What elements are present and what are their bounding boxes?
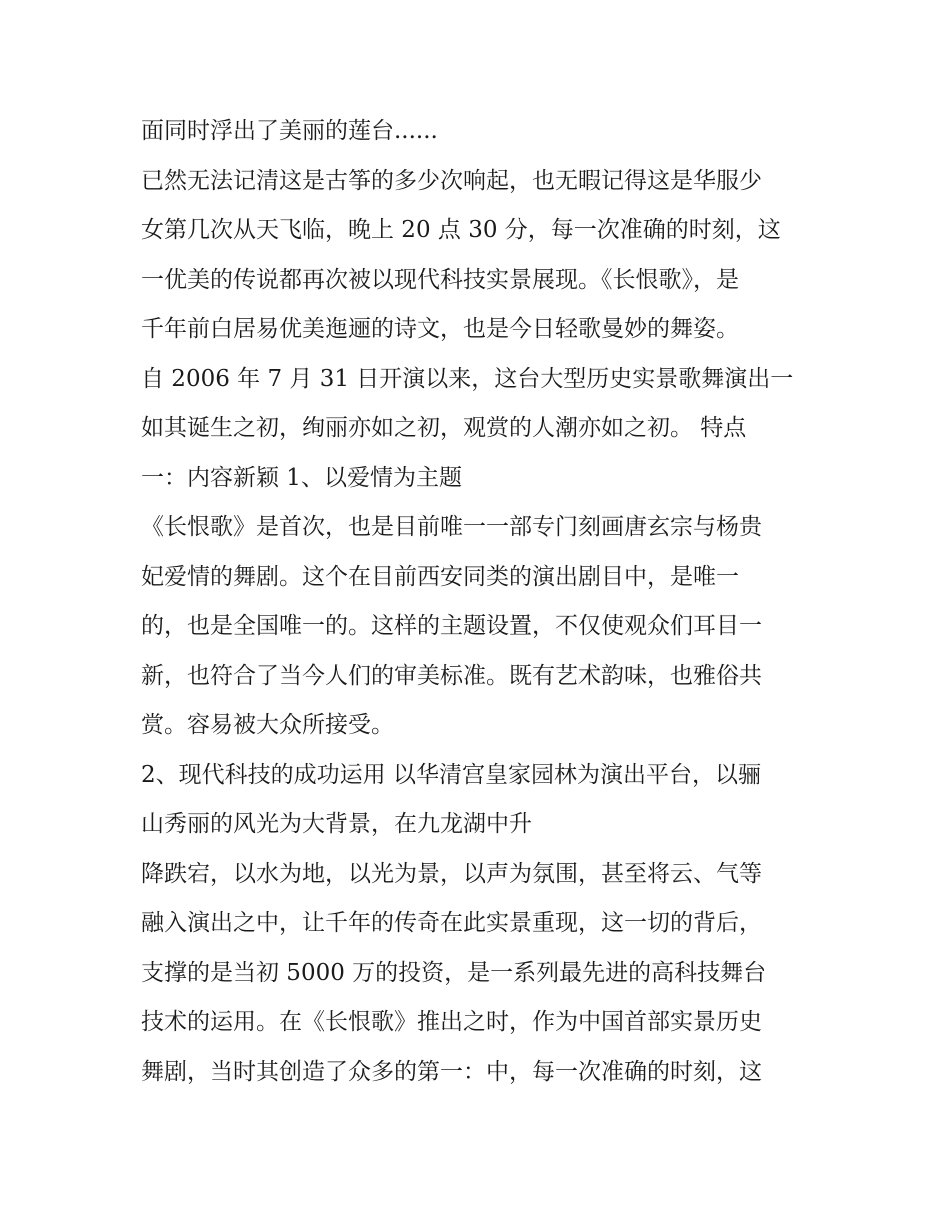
text-line: 妃爱情的舞剧。这个在目前西安同类的演出剧目中，是唯一 (141, 563, 739, 590)
text-line: 一：内容新颖 1、以爱情为主题 (141, 464, 462, 491)
body-text (141, 107, 821, 1097)
text-line: 面同时浮出了美丽的莲台...... (141, 118, 438, 144)
text-line: 新，也符合了当今人们的审美标准。既有艺术韵味，也雅俗共 (141, 662, 762, 689)
text-line: 2、现代科技的成功运用 以华清宫皇家园林为演出平台，以骊 (141, 761, 761, 788)
text-line: 《长恨歌》是首次，也是目前唯一一部专门刻画唐玄宗与杨贵 (141, 514, 762, 540)
text-line: 舞剧，当时其创造了众多的第一：中，每一次准确的时刻，这 (141, 1058, 762, 1085)
text-line: 已然无法记清这是古筝的多少次响起，也无暇记得这是华服少 (141, 167, 762, 194)
text-line: 融入演出之中，让千年的传奇在此实景重现，这一切的背后， (141, 910, 762, 936)
text-line: 山秀丽的风光为大背景，在九龙湖中升 (141, 811, 532, 837)
text-line: 自 2006 年 7 月 31 日开演以来，这台大型历史实景歌舞演出一 (141, 365, 794, 392)
text-line: 赏。容易被大众所接受。 (141, 712, 394, 738)
text-line: 支撑的是当初 5000 万的投资，是一系列最先进的高科技舞台 (141, 959, 767, 986)
text-line: 技术的运用。在《长恨歌》推出之时，作为中国首部实景历史 (141, 1009, 762, 1035)
text-line: 千年前白居易优美迤逦的诗文，也是今日轻歌曼妙的舞姿。 (141, 316, 739, 342)
text-line: 一优美的传说都再次被以现代科技实景展现。《长恨歌》，是 (141, 266, 739, 293)
text-line: 如其诞生之初，绚丽亦如之初，观赏的人潮亦如之初。 特点 (141, 415, 747, 441)
text-line: 女第几次从天飞临，晚上 20 点 30 分，每一次准确的时刻，这 (141, 217, 781, 243)
text-line: 的，也是全国唯一的。这样的主题设置，不仅使观众们耳目一 (141, 613, 762, 639)
text-line: 降跌宕，以水为地，以光为景，以声为氛围，甚至将云、气等 (141, 860, 762, 887)
